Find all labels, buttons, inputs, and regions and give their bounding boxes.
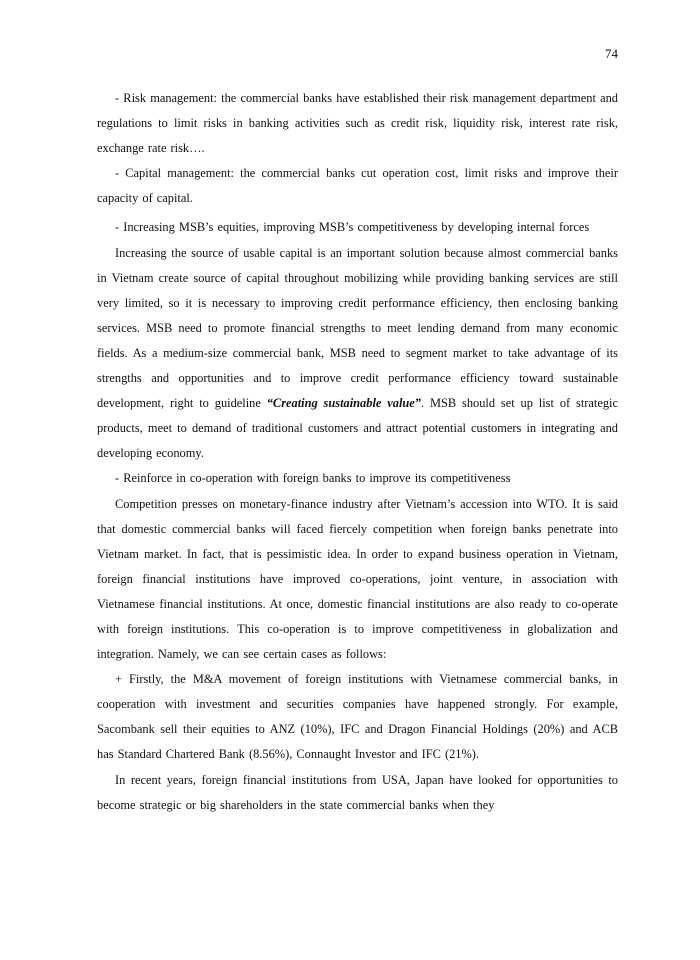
guideline-emphasis: “Creating sustainable value” [266,396,421,411]
paragraph-ma-movement: + Firstly, the M&A movement of foreign institutions with Vietnamese commercial banks, in cooperation with investment and securities companies have happened strongly. For example, Sacombank sell their equities to ANZ (10%), IFC and Dragon Financial Holdings (20%) and ACB has Standard Chartered Bank (8.56%), Connaught Investor and IFC (21%). [97,672,618,762]
paragraph-risk-management: - Risk management: the commercial banks have established their risk management department and regulations to limit risks in banking activities such as credit risk, liquidity risk, interest rate risk, exchange rate risk…. [97,91,618,156]
paragraph-recent-years: In recent years, foreign financial institutions from USA, Japan have looked for opportunities to become strategic or big shareholders in the state commercial banks when they [97,772,618,812]
paragraph-usable-capital-text: Increasing the source of usable capital is an important solution because almost commercial banks in Vietnam create source of capital throughout mobilizing while providing banking services are still very limited, so it is necessary to improving credit performance efficiency, then enclosing banking services. MSB need to promote financial strengths to meet lending demand from many economic fields. As a medium-size commercial bank, MSB need to segment market to take advantage of its strengths and opportunities and to improve credit performance efficiency toward sustainable development, right to guideline [97,245,618,411]
page-number: 74 [605,46,618,61]
paragraph-usable-capital-tail: . MSB should set up list of strategic products, meet to demand of traditional customers and attract potential customers in integrating and developing economy. [97,396,618,461]
paragraph-competition: Competition presses on monetary-finance industry after Vietnam’s accession into WTO. It is said that domestic commercial banks will faced fiercely competition when foreign banks penetrate into Vietnam market. In fact, that is pessimistic idea. In order to expand business operation in Vietnam, foreign financial institutions have improved co-operations, joint venture, in association with Vietnamese financial institutions. At once, domestic financial institutions are also ready to co-operate with foreign institutions. This co-operation is to improve competitiveness in globalization and integration. Namely, we can see certain cases as follows: [97,496,618,662]
paragraph-increasing-equities: - Increasing MSB’s equities, improving MSB’s competitiveness by developing internal forces [115,220,590,235]
document-body [97,86,618,818]
paragraph-reinforce-cooperation: - Reinforce in co-operation with foreign banks to improve its competitiveness [115,471,511,486]
paragraph-capital-management: - Capital management: the commercial banks cut operation cost, limit risks and improve their capacity of capital. [97,166,618,206]
paragraph-usable-capital [97,241,618,467]
